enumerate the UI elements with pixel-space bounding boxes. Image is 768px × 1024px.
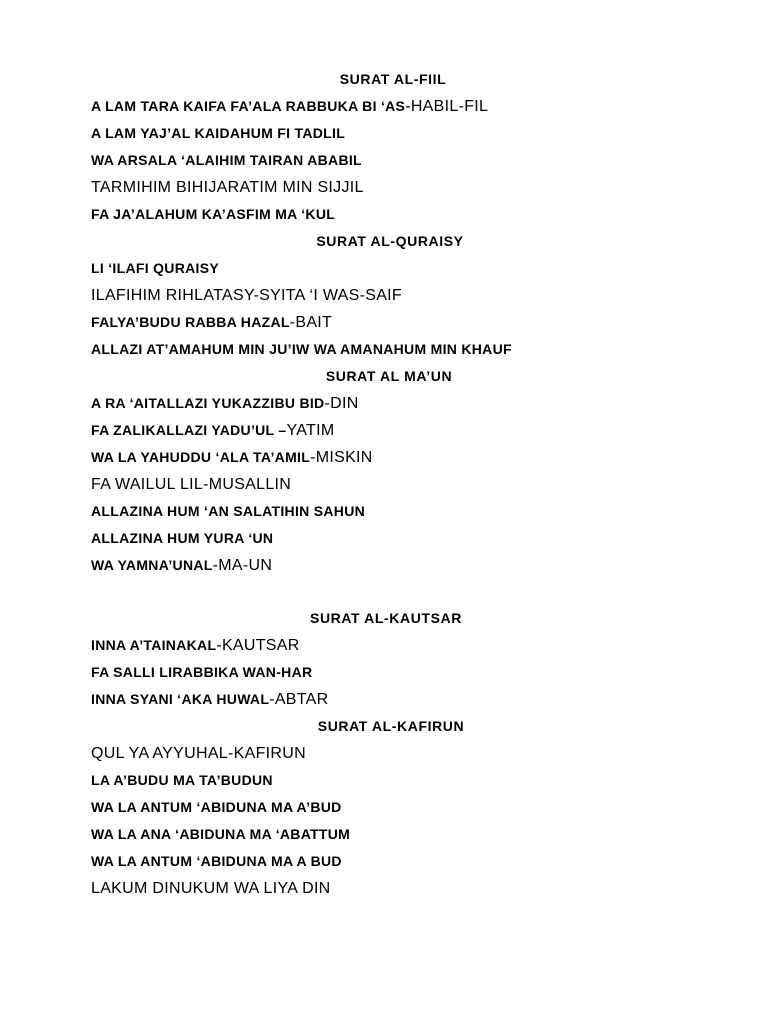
section-al-kafirun — [0, 713, 768, 902]
verse-text-bold: INNA SYANI ‘AKA HUWAL — [91, 691, 270, 707]
verse-text-bold: LI ‘ILAFI QURAISY — [91, 260, 219, 276]
section-al-kautsar — [0, 605, 768, 713]
verse-line — [0, 525, 768, 552]
section-title: SURAT AL-QURAISY — [316, 233, 464, 249]
verse-text: QUL YA AYYUHAL-KAFIRUN — [91, 745, 306, 762]
verse-text: YATIM — [286, 422, 335, 439]
verse-line — [0, 740, 768, 767]
section-title: SURAT AL MA’UN — [325, 368, 453, 384]
verse-text-bold: A LAM YAJ’AL KAIDAHUM FI TADLIL — [91, 125, 346, 141]
verse-text-bold: A LAM TARA KAIFA FA’ALA RABBUKA BI ‘AS — [91, 98, 406, 114]
section-al-fiil — [0, 66, 768, 228]
verse-text-bold: FA ZALIKALLAZI YADU’UL – — [91, 422, 287, 438]
verse-text-bold: FA JA’ALAHUM KA’ASFIM MA ‘KUL — [91, 206, 336, 222]
verse-line — [0, 93, 768, 120]
verse-text-bold: LA A’BUDU MA TA’BUDUN — [91, 772, 273, 788]
verse-text: TARMIHIM BIHIJARATIM MIN SIJJIL — [91, 179, 364, 196]
verse-line — [0, 659, 768, 686]
verse-line — [0, 282, 768, 309]
verse-line — [0, 201, 768, 228]
verse-line — [0, 174, 768, 201]
verse-line — [0, 417, 768, 444]
verse-text-bold: ALLAZINA HUM ‘AN SALATIHIN SAHUN — [91, 503, 366, 519]
verse-line — [0, 632, 768, 659]
verse-text-bold: FA SALLI LIRABBIKA WAN-HAR — [91, 664, 313, 680]
verse-text: -ABTAR — [269, 691, 329, 708]
verse-text-bold: A RA ‘AITALLAZI YUKAZZIBU BID — [91, 395, 325, 411]
verse-text-bold: ALLAZINA HUM YURA ‘UN — [91, 530, 274, 546]
verse-text: -HABIL-FIL — [405, 98, 489, 115]
verse-text-bold: FALYA’BUDU RABBA HAZAL — [91, 314, 290, 330]
section-al-quraisy — [0, 228, 768, 363]
verse-line — [0, 498, 768, 525]
verse-line — [0, 821, 768, 848]
verse-text-bold: INNA A’TAINAKAL — [91, 637, 217, 653]
verse-text-bold: ALLAZI AT’AMAHUM MIN JU’IW WA AMANAHUM MIN KHAUF — [91, 341, 512, 357]
verse-line — [0, 848, 768, 875]
verse-text-bold: WA ARSALA ‘ALAIHIM TAIRAN ABABIL — [91, 152, 362, 168]
verse-line — [0, 875, 768, 902]
verse-line — [0, 255, 768, 282]
verse-text: FA WAILUL LIL-MUSALLIN — [91, 476, 292, 493]
verse-text-bold: WA YAMNA’UNAL — [91, 557, 213, 573]
verse-line — [0, 444, 768, 471]
verse-line — [0, 147, 768, 174]
verse-line — [0, 390, 768, 417]
verse-text: -BAIT — [289, 314, 333, 331]
section-title: SURAT AL-KAFIRUN — [317, 718, 465, 734]
section-title: SURAT AL-FIIL — [339, 71, 447, 87]
verse-text: LAKUM DINUKUM WA LIYA DIN — [91, 880, 331, 897]
verse-line — [0, 794, 768, 821]
verse-line — [0, 767, 768, 794]
verse-line — [0, 336, 768, 363]
verse-line — [0, 686, 768, 713]
verse-text: -MA-UN — [212, 557, 273, 574]
verse-text: -MISKIN — [310, 449, 373, 466]
verse-text: -KAUTSAR — [216, 637, 300, 654]
section-title: SURAT AL-KAUTSAR — [310, 610, 462, 626]
verse-text: ILAFIHIM RIHLATASY-SYITA ‘I WAS-SAIF — [91, 287, 403, 304]
verse-line — [0, 309, 768, 336]
section-al-maun — [0, 363, 768, 579]
verse-text: -DIN — [324, 395, 359, 412]
verse-line — [0, 471, 768, 498]
verse-text-bold: WA LA ANTUM ‘ABIDUNA MA A’BUD — [91, 799, 342, 815]
verse-text-bold: WA LA YAHUDDU ‘ALA TA’AMIL — [91, 449, 311, 465]
verse-text-bold: WA LA ANTUM ‘ABIDUNA MA A BUD — [91, 853, 342, 869]
verse-line — [0, 552, 768, 579]
verse-line — [0, 120, 768, 147]
verse-text-bold: WA LA ANA ‘ABIDUNA MA ‘ABATTUM — [91, 826, 351, 842]
